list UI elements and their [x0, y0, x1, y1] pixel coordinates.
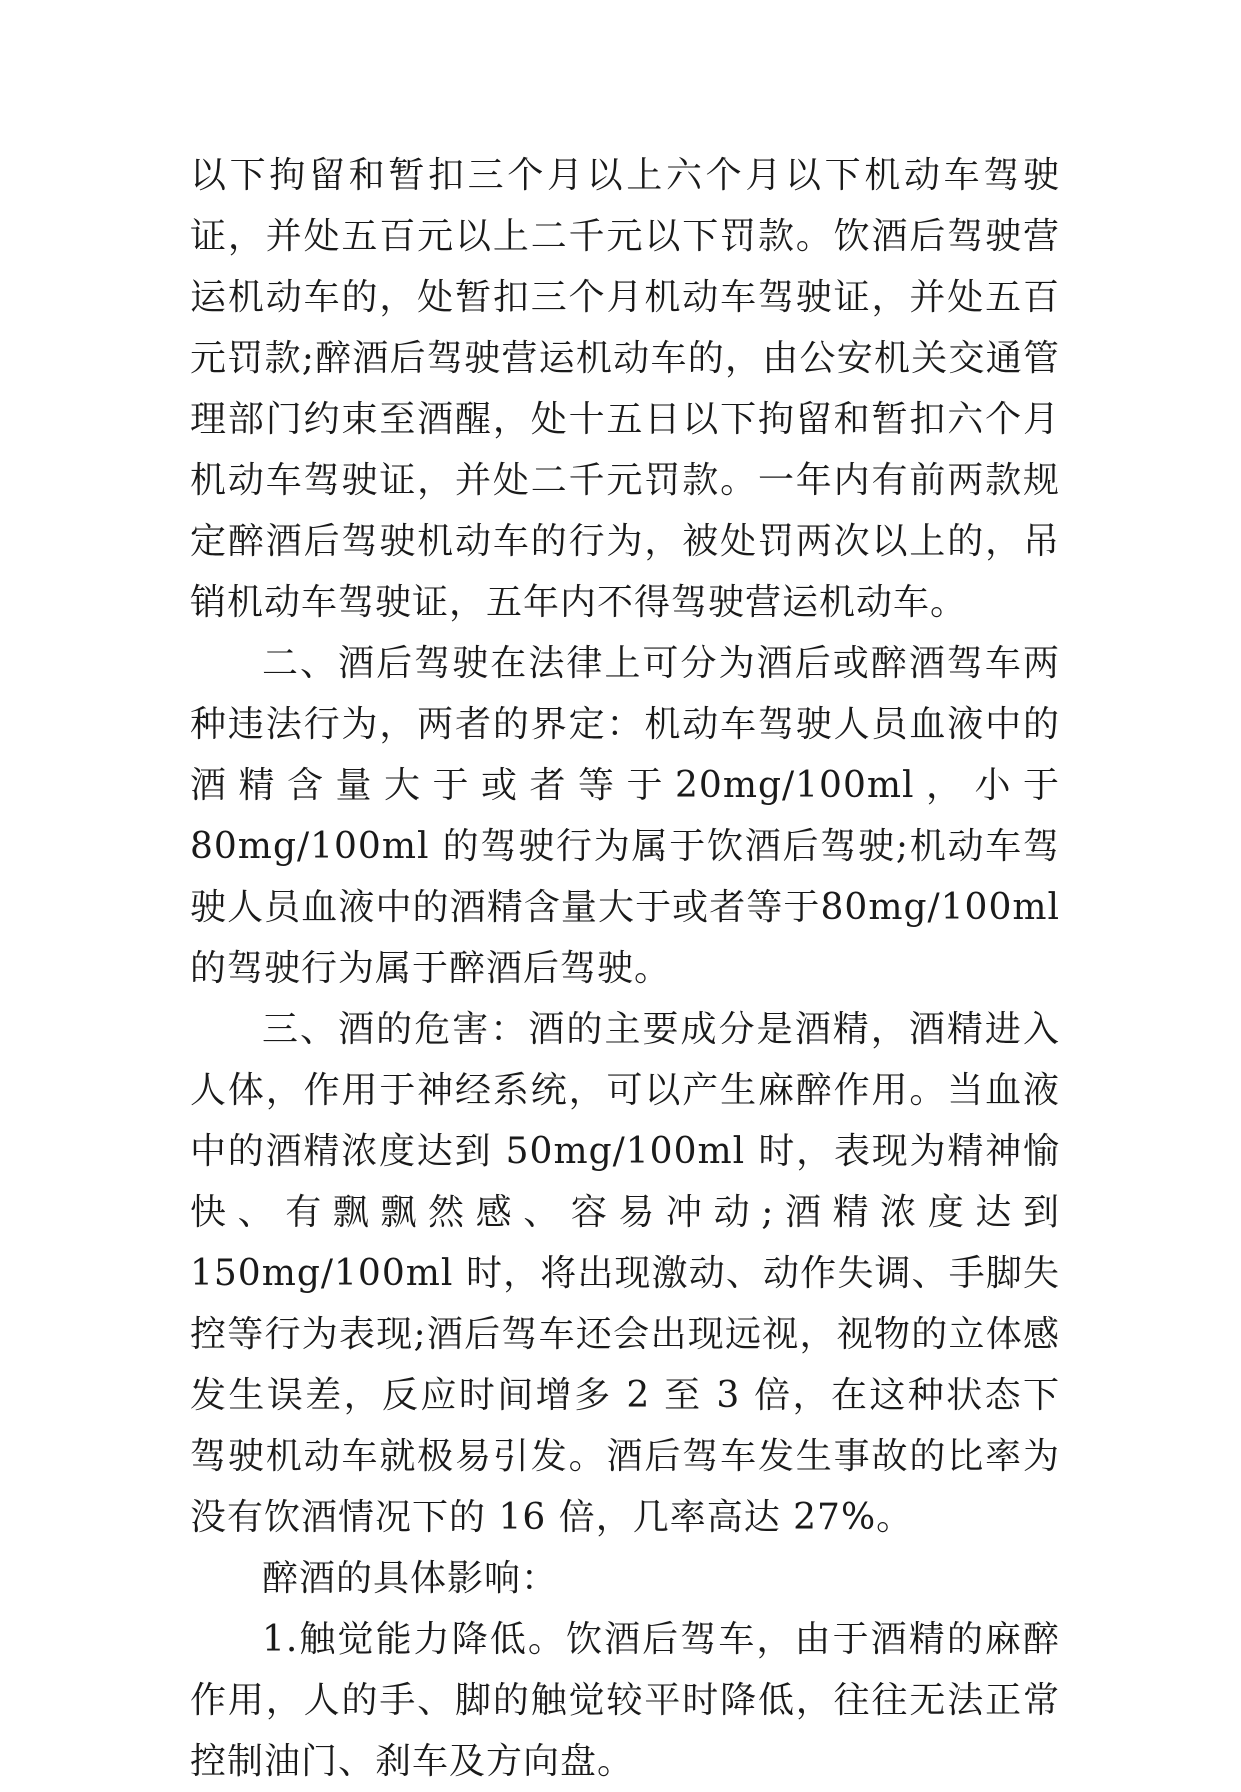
paragraph-drunk-effects-heading: 醉酒的具体影响： — [262, 1558, 559, 1599]
document-page — [190, 145, 1060, 1792]
paragraph-touch-reduced: 1.触觉能力降低。饮酒后驾车，由于酒精的麻醉作用，人的手、脚的触觉较平时降低，往往无法正常控制油门、刹车及方向盘。 — [190, 1619, 1060, 1782]
paragraph-penalties-continued: 以下拘留和暂扣三个月以上六个月以下机动车驾驶证，并处五百元以上二千元以下罚款。饮酒后驾驶营运机动车的，处暂扣三个月机动车驾驶证，并处五百元罚款;醉酒后驾驶营运机动车的，由公安机关交通管理部门约束至酒醒，处十五日以下拘留和暂扣六个月机动车驾驶证，并处二千元罚款。一年内有前两款规定醉酒后驾驶机动车的行为，被处罚两次以上的，吊销机动车驾驶证，五年内不得驾驶营运机动车。 — [190, 155, 1060, 623]
paragraph-legal-definition: 二、酒后驾驶在法律上可分为酒后或醉酒驾车两种违法行为，两者的界定：机动车驾驶人员血液中的酒精含量大于或者等于20mg/100ml，小于 80mg/100ml 的驾驶行为属于饮酒后驾驶;机动车驾驶人员血液中的酒精含量大于或者等于80mg/100ml 的驾驶行为属于醉酒后驾驶。 — [190, 643, 1060, 989]
paragraph-alcohol-harm: 三、酒的危害：酒的主要成分是酒精，酒精进入人体，作用于神经系统，可以产生麻醉作用。当血液中的酒精浓度达到 50mg/100ml 时，表现为精神愉快、有飘飘然感、容易冲动;酒精浓度达到 150mg/100ml 时，将出现激动、动作失调、手脚失控等行为表现;酒后驾车还会出现远视，视物的立体感发生误差，反应时间增多 2 至 3 倍，在这种状态下驾驶机动车就极易引发。酒后驾车发生事故的比率为没有饮酒情况下的 16 倍，几率高达 27%。 — [190, 1009, 1060, 1538]
